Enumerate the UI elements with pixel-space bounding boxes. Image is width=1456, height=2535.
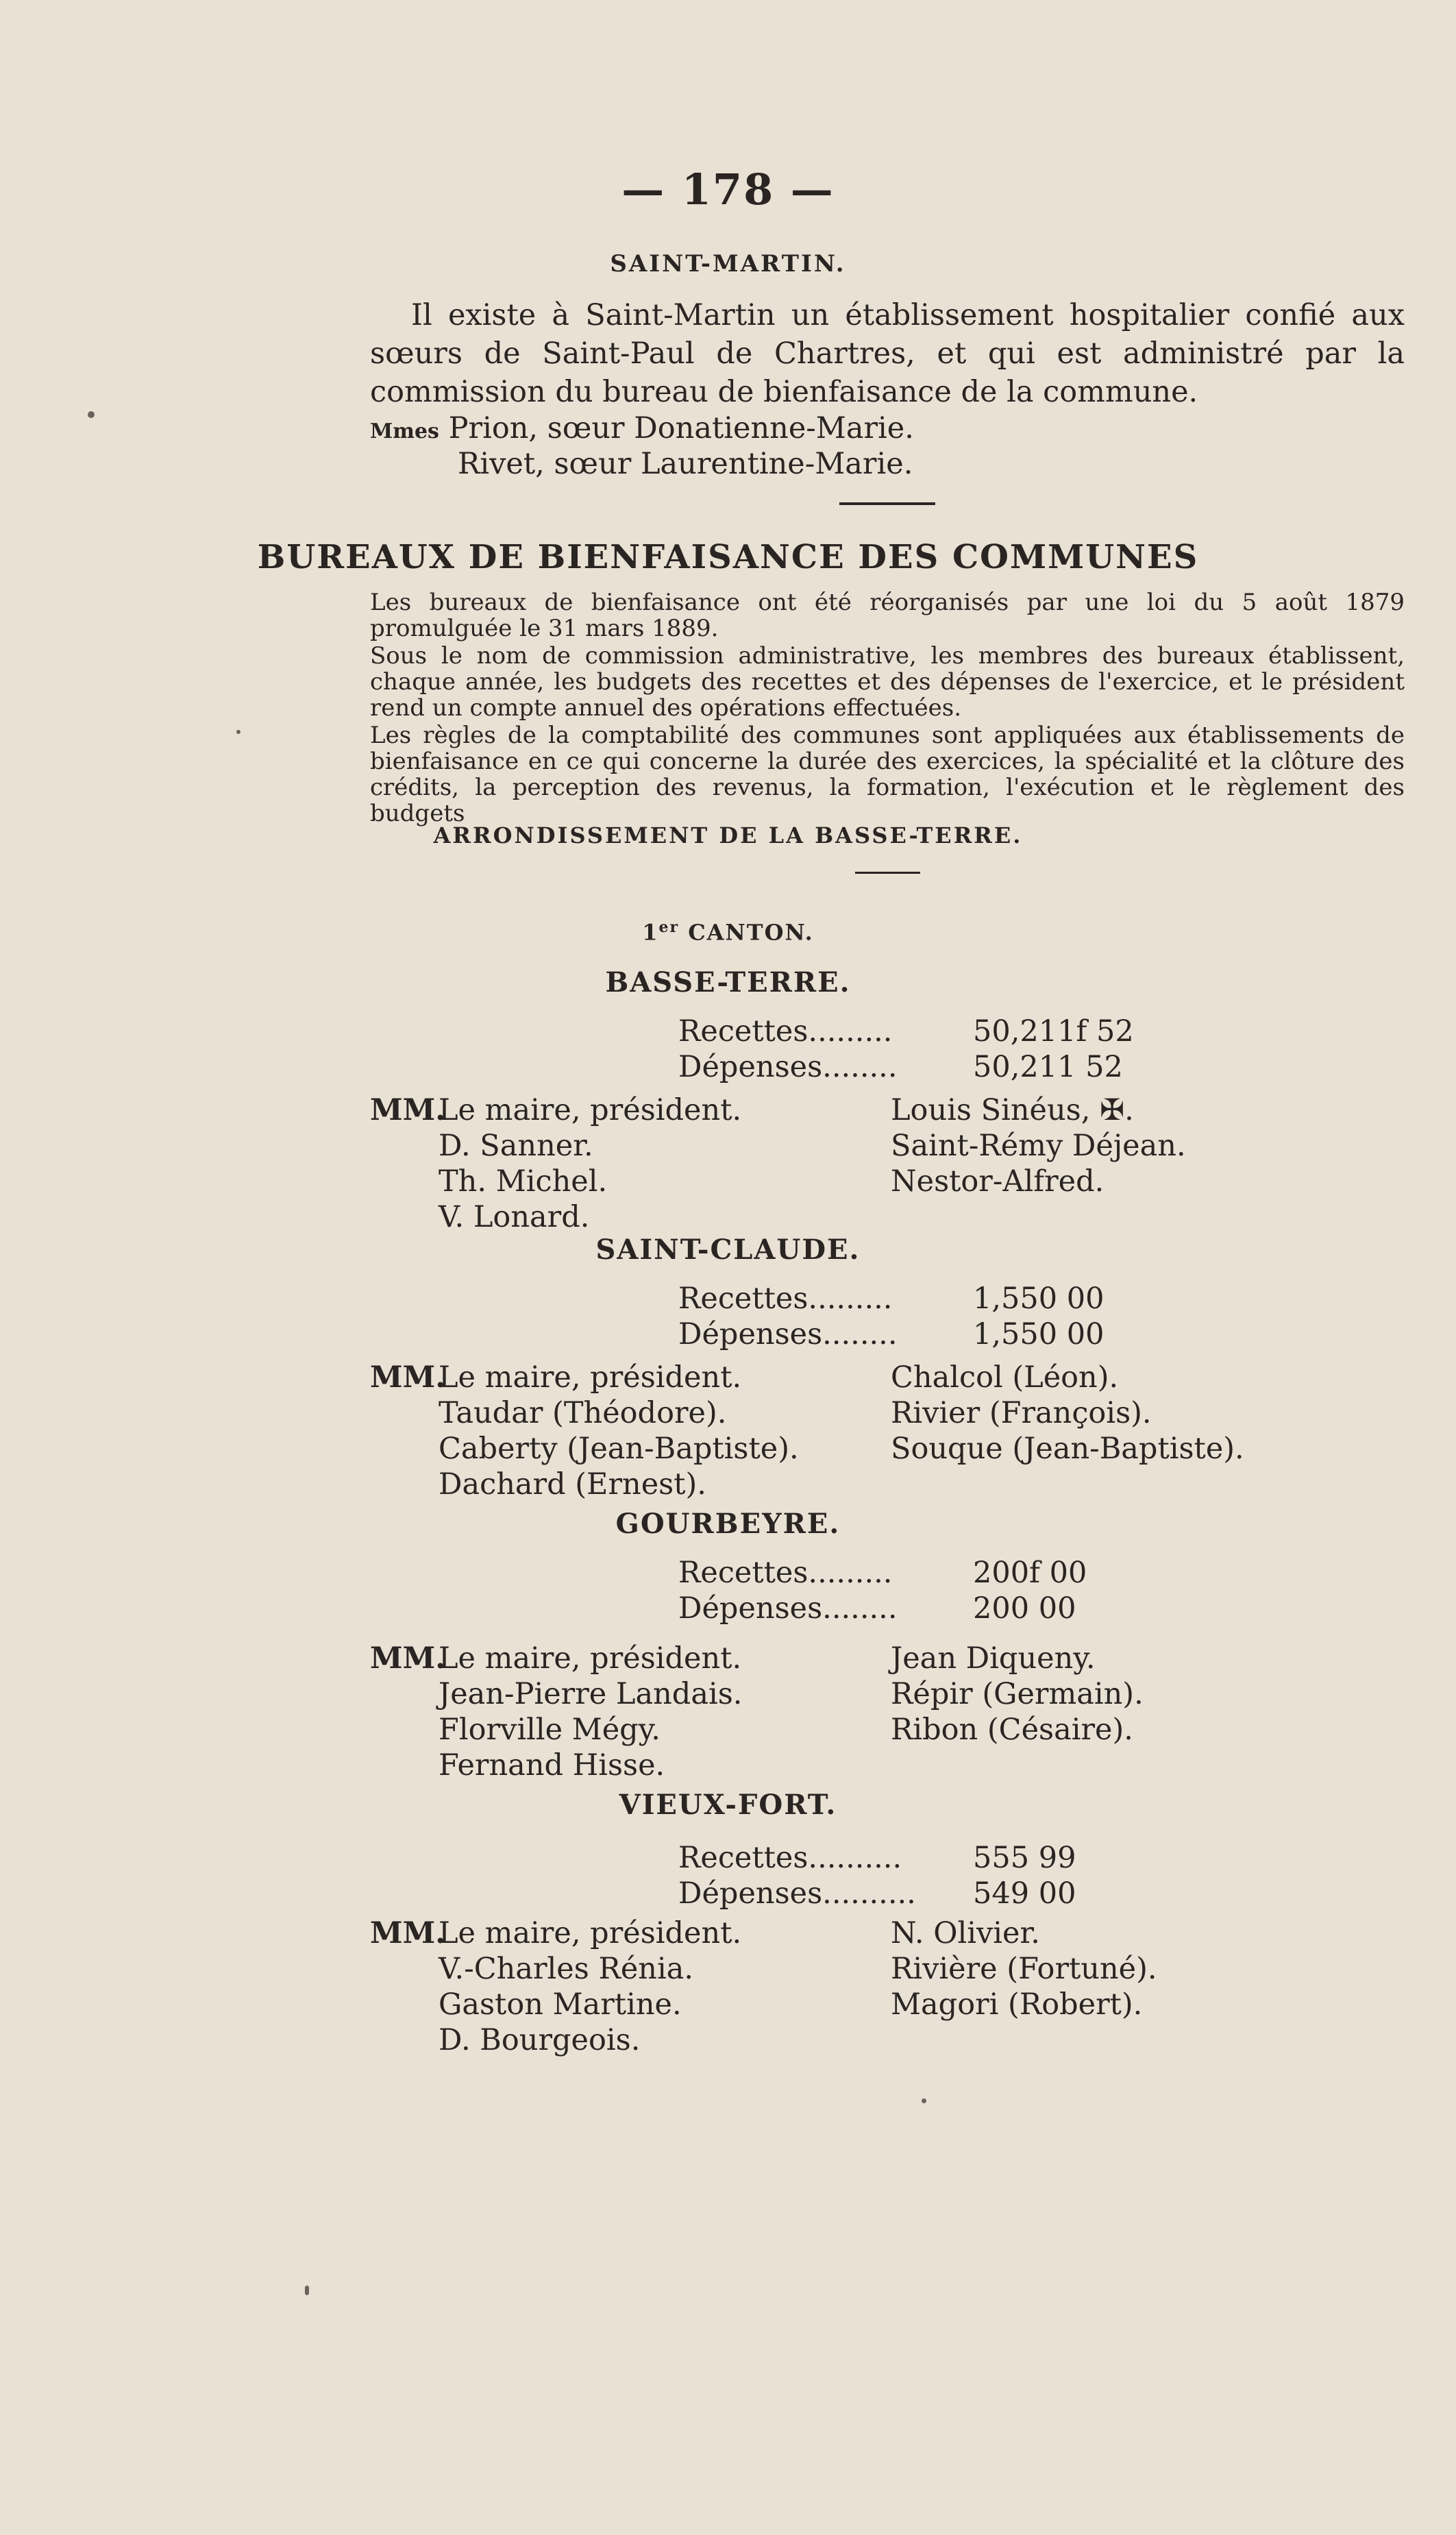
arrondissement-heading: ARRONDISSEMENT DE LA BASSE-TERRE. xyxy=(433,822,1023,848)
page-number: — 178 — xyxy=(621,164,835,215)
mm-label: MM. xyxy=(370,1360,446,1395)
member-name: Dachard (Ernest). xyxy=(439,1467,706,1502)
section-divider xyxy=(839,502,935,505)
member-name: Le maire, président. xyxy=(439,1641,742,1676)
member-name: Florville Mégy. xyxy=(439,1713,661,1747)
depenses-row: Dépenses........ 200 00 xyxy=(678,1591,1076,1626)
mm-label: MM. xyxy=(370,1916,446,1950)
bureaux-paragraph-2: Sous le nom de commission administrative, les membres des bureaux établissent, chaque année, les budgets des recettes et des dépenses de l'exercice, et le président rend un compte annuel des opérations effectuées. xyxy=(370,642,1405,722)
member-name: Le maire, président. xyxy=(439,1093,742,1127)
mm-label: MM. xyxy=(370,1641,446,1676)
member-name: Saint-Rémy Déjean. xyxy=(891,1129,1186,1163)
canton-heading: 1er CANTON. xyxy=(642,918,814,946)
member-name: Le maire, président. xyxy=(439,1916,742,1950)
recettes-row: Recettes......... 1,550 00 xyxy=(678,1282,1105,1316)
sister-entry: Rivet, sœur Laurentine-Marie. xyxy=(458,447,913,481)
member-name: Ribon (Césaire). xyxy=(891,1713,1133,1747)
member-name: Souque (Jean-Baptiste). xyxy=(891,1432,1244,1466)
member-name: Rivière (Fortuné). xyxy=(891,1952,1157,1986)
commune-heading: VIEUX-FORT. xyxy=(619,1789,837,1821)
depenses-row: Dépenses........ 50,211 52 xyxy=(678,1050,1123,1084)
member-name: Taudar (Théodore). xyxy=(439,1396,727,1430)
short-divider xyxy=(855,872,920,874)
mm-label: MM. xyxy=(370,1093,446,1127)
paper-speck xyxy=(305,2286,309,2295)
bureaux-paragraph-1: Les bureaux de bienfaisance ont été réorganisés par une loi du 5 août 1879 promulguée le 31 mars 1889. xyxy=(370,589,1405,642)
paper-speck xyxy=(88,411,95,418)
member-name: V. Lonard. xyxy=(439,1200,590,1234)
member-name: Fernand Hisse. xyxy=(439,1748,665,1783)
member-name: Le maire, président. xyxy=(439,1360,742,1395)
member-name: Louis Sinéus, ✠. xyxy=(891,1093,1134,1127)
member-name: D. Sanner. xyxy=(439,1129,593,1163)
member-name: Répir (Germain). xyxy=(891,1677,1144,1711)
member-name: V.-Charles Rénia. xyxy=(439,1952,694,1986)
paper-speck xyxy=(922,2098,926,2103)
member-name: Nestor-Alfred. xyxy=(891,1164,1105,1199)
bureaux-paragraph-3: Les règles de la comptabilité des communes sont appliquées aux établissements de bienfaisance en ce qui concerne la durée des exercices, la spécialité et la clôture des crédits, la perception des revenus, la formation, l'exécution et le règlement des budgets xyxy=(370,722,1405,827)
saint-martin-paragraph: Il existe à Saint-Martin un établissement hospitalier confié aux sœurs de Saint-Paul de Chartres, et qui est administré par la commission du bureau de bienfaisance de la commune. xyxy=(370,298,1405,409)
member-name: Th. Michel. xyxy=(439,1164,608,1199)
member-name: D. Bourgeois. xyxy=(439,2023,641,2057)
commune-heading: SAINT-CLAUDE. xyxy=(595,1234,861,1266)
depenses-row: Dépenses........ 1,550 00 xyxy=(678,1317,1105,1351)
recettes-row: Recettes.......... 555 99 xyxy=(678,1841,1076,1875)
member-name: Chalcol (Léon). xyxy=(891,1360,1119,1395)
member-name: N. Olivier. xyxy=(891,1916,1040,1950)
member-name: Jean Diqueny. xyxy=(891,1641,1096,1676)
recettes-row: Recettes......... 50,211f 52 xyxy=(678,1014,1134,1049)
depenses-row: Dépenses.......... 549 00 xyxy=(678,1876,1076,1911)
saint-martin-heading: SAINT-MARTIN. xyxy=(610,250,846,278)
bureaux-heading: BUREAUX DE BIENFAISANCE DES COMMUNES xyxy=(257,538,1199,576)
commune-heading: GOURBEYRE. xyxy=(615,1508,841,1540)
member-name: Gaston Martine. xyxy=(439,1987,682,2022)
member-name: Caberty (Jean-Baptiste). xyxy=(439,1432,799,1466)
member-name: Rivier (François). xyxy=(891,1396,1152,1430)
paper-speck xyxy=(236,730,240,734)
commune-heading: BASSE-TERRE. xyxy=(605,966,851,999)
member-name: Magori (Robert). xyxy=(891,1987,1143,2022)
recettes-row: Recettes......... 200f 00 xyxy=(678,1556,1087,1590)
sister-entry: Mmes Prion, sœur Donatienne-Marie. xyxy=(370,411,914,445)
member-name: Jean-Pierre Landais. xyxy=(439,1677,743,1711)
mmes-label: Mmes xyxy=(370,419,439,443)
